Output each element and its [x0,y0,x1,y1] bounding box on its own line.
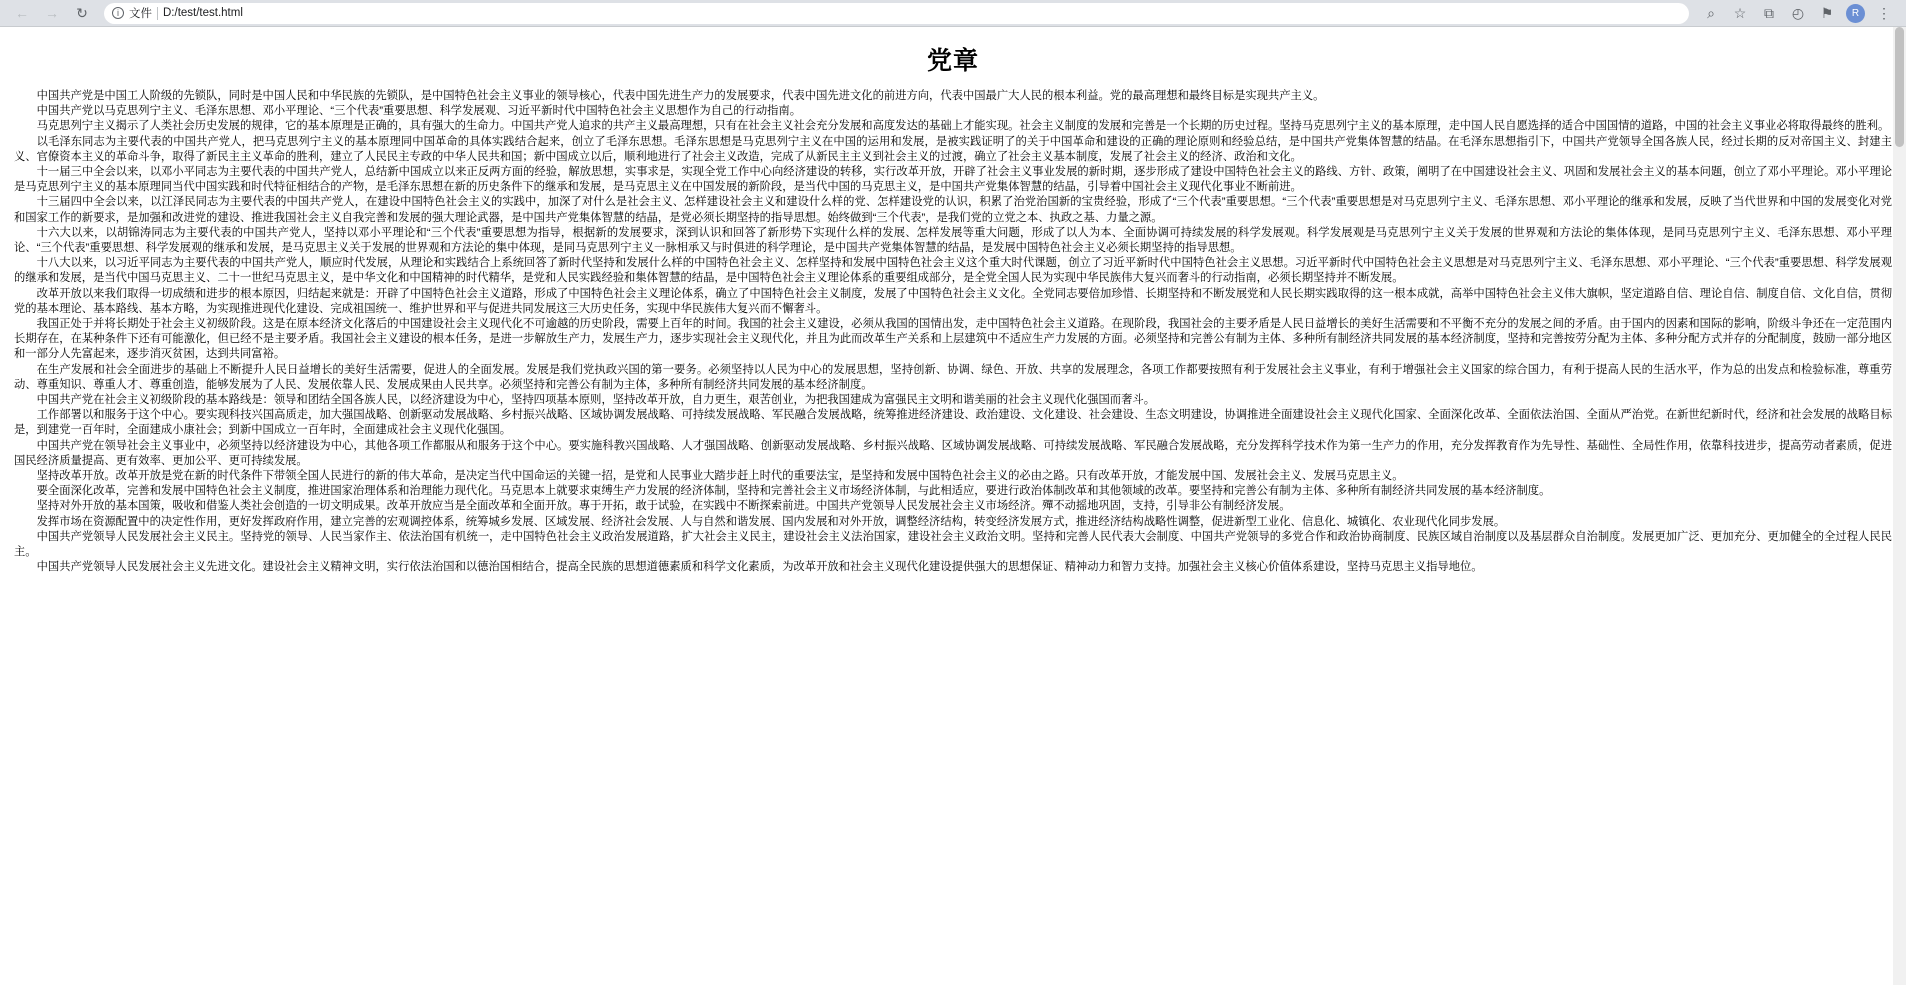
document-paragraph: 以毛泽东同志为主要代表的中国共产党人，把马克思列宁主义的基本原理同中国革命的具体实践结合起来，创立了毛泽东思想。毛泽东思想是马克思列宁主义在中国的运用和发展，是被实践证明了的关于中国革命和建设的正确的理论原则和经验总结，是中国共产党集体智慧的结晶。在毛泽东思想指引下，中国共产党领导全国各族人民，经过长期的反对帝国主义、封建主义、官僚资本主义的革命斗争，取得了新民主主义革命的胜利，建立了人民民主专政的中华人民共和国；新中国成立以后，顺利地进行了社会主义改造，完成了从新民主主义到社会主义的过渡，确立了社会主义基本制度，发展了社会主义的经济、政治和文化。 [14,135,1892,163]
document-paragraph: 中国共产党在社会主义初级阶段的基本路线是：领导和团结全国各族人民，以经济建设为中心，坚持四项基本原则，坚持改革开放，自力更生，艰苦创业，为把我国建成为富强民主文明和谐美丽的社会主义现代化强国而奢斗。 [36,394,1155,407]
document-paragraph: 十六大以来，以胡锦涛同志为主要代表的中国共产党人，坚持以邓小平理论和“三个代表”重要思想为指导，根据新的发展要求，深到认识和回答了新形势下实现什么样的发展、怎样发展等重大问题，形成了以人为本、全面协调可持续发展的科学发展观。科学发展观是马克思列宁主义关于发展的世界观和方法论的集体体现，是同马克思列宁主义、毛泽东思想、邓小平理论、“三个代表”重要思想、科学发展观的继承和发展，是马克思主义关于发展的世界观和方法论的集中体现，是同马克思列宁主义一脉相承又与时俱进的科学理论，是中国共产党集体智慧的结晶，是发展中国特色社会主义必须长期坚持的指导思想。 [14,226,1892,255]
search-icon[interactable]: ⌕ [1707,4,1715,21]
document-paragraph: 十三届四中全会以来，以江泽民同志为主要代表的中国共产党人，在建设中国特色社会主义的实践中，加深了对什么是社会主义、怎样建设社会主义和建设什么样的党、怎样建设党的认识，积累了治党治国新的宝贵经验，形成了“三个代表”重要思想。“三个代表”重要思想是对马克思列宁主义、毛泽东思想、邓小平理论的继承和发展，反映了当代世界和中国的发展变化对党和国家工作的新要求，是加强和改进党的建设、推进我国社会主义自我完善和发展的强大理论武器，是中国共产党集体智慧的结晶，是党必须长期坚持的指导思想。始终做到“三个代表”，是我们党的立党之本、执政之基、力量之源。 [14,196,1892,224]
document-paragraph: 中国共产党在领导社会主义事业中，必须坚持以经济建设为中心，其他各项工作都服从和服务于这个中心。要实施科教兴国战略、人才强国战略、创新驱动发展战略、乡村振兴战略、区域协调发展战略、可持续发展战略、军民融合发展战略，充分发挥科学技术作为第一生产力的作用，充分发挥教育作为先导性、基础性、全局性作用，依靠科技进步，提高劳动者素质，促进国民经济质量提高、更有效率、更加公平、更可持续发展。 [14,439,1892,467]
document-body [14,89,1892,576]
avatar[interactable]: R [1846,4,1865,23]
document-paragraph: 中国共产党是中国工人阶级的先锁队，同时是中国人民和中华民族的先锁队，是中国特色社会主义事业的领导核心，代表中国先进生产力的发展要求，代表中国先进文化的前进方向，代表中国最广大人民的根本利益。党的最高理想和最终目标是实现共产主义。 [36,90,1325,102]
document-paragraph: 工作部署以和服务于这个中心。要实现科技兴国高质走，加大强国战略、创新驱动发展战略、乡村振兴战略、区域协调发展战略、可持续发展战略、军民融合发展战略，统筹推进经济建设、政治建设、文化建设、社会建设、生态文明建设，协调推进全面建设社会主义现代化国家、全面深化改革、全面依法治国、全面从严治党。在新世纪新时代，经济和社会发展的战略目标是，到建党一百年时，全面建成小康社会；到新中国成立一百年时，全面建成社会主义现代化强国。 [14,409,1892,437]
document-paragraph: 我国正处于并将长期处于社会主义初级阶段。这是在原本经济文化落后的中国建设社会主义现代化不可逾越的历史阶段，需要上百年的时间。我国的社会主义建设，必须从我国的国情出发，走中国特色社会主义道路。在现阶段，我国社会的主要矛盾是人民日益增长的美好生活需要和不平衡不充分的发展之间的矛盾。由于国内的因素和国际的影响，阶级斗争还在一定范围内长期存在，在某种条件下还有可能激化，但已经不是主要矛盾。我国社会主义建设的根本任务，是进一步解放生产力，发展生产力，逐步实现社会主义现代化，并且为此而改革生产关系和上层建筑中不适应生产力发展的方面。必须坚持和完善公有制为主体、多种所有制经济共同发展的基本经济制度，坚持和完善按劳分配为主体、多种分配方式并存的分配制度，鼓励一部分地区和一部分人先富起来，逐步消灭贫困，达到共同富裕。 [14,318,1892,361]
address-bar[interactable] [104,3,1689,24]
bookmark-icon[interactable]: ⚑ [1820,4,1834,21]
scheme-label: 文件 [129,8,152,20]
menu-icon[interactable]: ⋮ [1877,4,1891,21]
document-paragraph: 十八大以来，以习近平同志为主要代表的中国共产党人，顺应时代发展，从理论和实践结合上系统回答了新时代坚持和发展什么样的中国特色社会主义、怎样坚持和发展中国特色社会主义这个重大时代课题，创立了习近平新时代中国特色社会主义思想。习近平新时代中国特色社会主义思想是对马克思列宁主义、毛泽东思想、邓小平理论、“三个代表”重要思想、科学发展观的继承和发展，是当代中国马克思主义、二十一世纪马克思主义，是中华文化和中国精神的时代精华，是党和人民实践经验和集体智慧的结晶，是中国特色社会主义理论体系的重要组成部分，是全党全国人民为实现中华民族伟大复兴而奢斗的行动指南，必须长期坚持并不断发展。 [14,257,1892,285]
page-content [0,27,1906,985]
document-paragraph: 中国共产党领导人民发展社会主义先进文化。建设社会主义精神文明，实行依法治国和以德治国相结合，提高全民族的思想道德素质和科学文化素质，为改革开放和社会主义现代化建设提供强大的思想保证、精神动力和智力支持。加强社会主义核心价值体系建设，坚持马克思主义指导地位。 [36,561,1483,574]
scrollbar-thumb[interactable] [1895,27,1904,147]
page-scrollbar[interactable] [1893,27,1906,985]
page-title: 党章 [926,47,979,75]
document-paragraph: 马克思列宁主义揭示了人类社会历史发展的规律，它的基本原理是正确的，具有强大的生命力。中国共产党人追求的共产主义最高理想，只有在社会主义社会充分发展和高度发达的基础上才能实现。社会主义制度的发展和完善是一个长期的历史过程。坚持马克思列宁主义的基本原理，走中国人民自愿选择的适合中国国情的道路，中国的社会主义事业必将取得最终的胜利。 [36,120,1890,133]
toolbar-right-actions [1697,2,1898,24]
url-text: D:/test/test.html [163,7,243,19]
document-paragraph: 要全面深化改革，完善和发展中国特色社会主义制度，推进国家治理体系和治理能力现代化。马克思本上就要求束缚生产力发展的经济体制，坚持和完善社会主义市场经济体制，与此相适应，要进行政治体制改革和其他领域的改革。要坚持和完善公有制为主体、多种所有制经济共同发展的基本经济制度。 [36,485,1551,498]
document-paragraph: 十一届三中全会以来，以邓小平同志为主要代表的中国共产党人，总结新中国成立以来正反两方面的经验，解放思想，实事求是，实现全党工作中心向经济建设的转移，实行改革开放，开辟了社会主义事业发展的新时期，逐步形成了建设中国特色社会主义的路线、方针、政策，阐明了在中国建设社会主义、巩固和发展社会主义的基本问题，创立了邓小平理论。邓小平理论是马克思列宁主义的基本原理同当代中国实践和时代特征相结合的产物，是毛泽东思想在新的历史条件下的继承和发展，是马克思主义在中国发展的新阶段，是当代中国的马克思主义，是中国共产党集体智慧的结晶，引导着中国社会主义现代化事业不断前进。 [14,166,1892,194]
puzzle-icon[interactable]: ⧉ [1764,4,1774,21]
document-paragraph: 坚持改革开放。改革开放是党在新的时代条件下带领全国人民进行的新的伟大革命，是决定当代中国命运的关键一招，是党和人民事业大踏步赶上时代的重要法宝，是坚持和发展中国特色社会主义的必由之路。只有改革开放，才能发展中国、发展社会主义、发展马克思主义。 [36,470,1404,483]
back-button[interactable]: ← [15,5,29,21]
history-clock-icon[interactable]: ◴ [1791,4,1805,21]
browser-toolbar [0,0,1906,27]
star-icon[interactable]: ☆ [1733,4,1747,21]
reload-button[interactable]: ↻ [76,4,88,21]
page-info-icon[interactable]: i [112,7,124,19]
document-paragraph: 中国共产党领导人民发展社会主义民主。坚持党的领导、人民当家作主、依法治国有机统一，走中国特色社会主义政治发展道路，扩大社会主义民主，建设社会主义法治国家，建设社会主义政治文明。坚持和完善人民代表大会制度、中国共产党领导的多党合作和政治协商制度、民族区域自治制度以及基层群众自治制度。发展更加广泛、更加充分、更加健全的全过程人民民主。 [14,530,1892,559]
document-paragraph: 在生产发展和社会全面进步的基础上不断提升人民日益增长的美好生活需要，促进人的全面发展。发展是我们党执政兴国的第一要务。必须坚持以人民为中心的发展思想，坚持创新、协调、绿色、开放、共享的发展理念，各项工作都要按照有利于发展社会主义事业，有利于增强社会主义国家的综合国力，有利于提高人民的生活水平，作为总的出发点和检验标准，尊重劳动、尊重知识、尊重人才、尊重创造，能够发展为了人民、发展依靠人民、发展成果由人民共享。必须坚持和完善公有制为主体，多种所有制经济共同发展的基本经济制度。 [14,363,1892,391]
document-paragraph: 发挥市场在资源配置中的决定性作用，更好发挥政府作用，建立完善的宏观调控体系，统筹城乡发展、区域发展、经济社会发展、人与自然和谐发展、国内发展和对外开放，调整经济结构，转变经济发展方式，推进经济结构战略性调整，促进新型工业化、信息化、城镇化、农业现代化同步发展。 [36,515,1506,528]
document-paragraph: 坚持对外开放的基本国策，吸收和借鉴人类社会创造的一切文明成果。改革开放应当是全面改革和全面开放。專于开拓，敢于试验，在实践中不断探索前进。中国共产党领导人民发展社会主义市场经济。殫不动摇地巩固，支持，引导非公有制经济发展。 [36,500,1291,513]
forward-button[interactable]: → [45,5,59,21]
document-paragraph: 中国共产党以马克思列宁主义、毛泽东思想、邓小平理论、“三个代表”重要思想、科学发展观、习近平新时代中国特色社会主义思想作为自己的行动指南。 [36,105,802,118]
omnibox-divider [157,7,158,20]
document-paragraph: 改革开放以来我们取得一切成绩和进步的根本原因，归结起来就是：开辟了中国特色社会主义道路，形成了中国特色社会主义理论体系，确立了中国特色社会主义制度，发展了中国特色社会主义文化。全党同志要倍加珍惜、长期坚持和不断发展党和人民长期实践取得的这一根本成就，高举中国特色社会主义伟大旗帜，坚定道路自信、理论自信、制度自信、文化自信，贯彻党的基本理论、基本路线、基本方略，为实现推进现代化建设、完成祖国统一、维护世界和平与促进共同发展这三大历史任务，实现中华民族伟大复兴而不懈奢斗。 [14,287,1892,315]
